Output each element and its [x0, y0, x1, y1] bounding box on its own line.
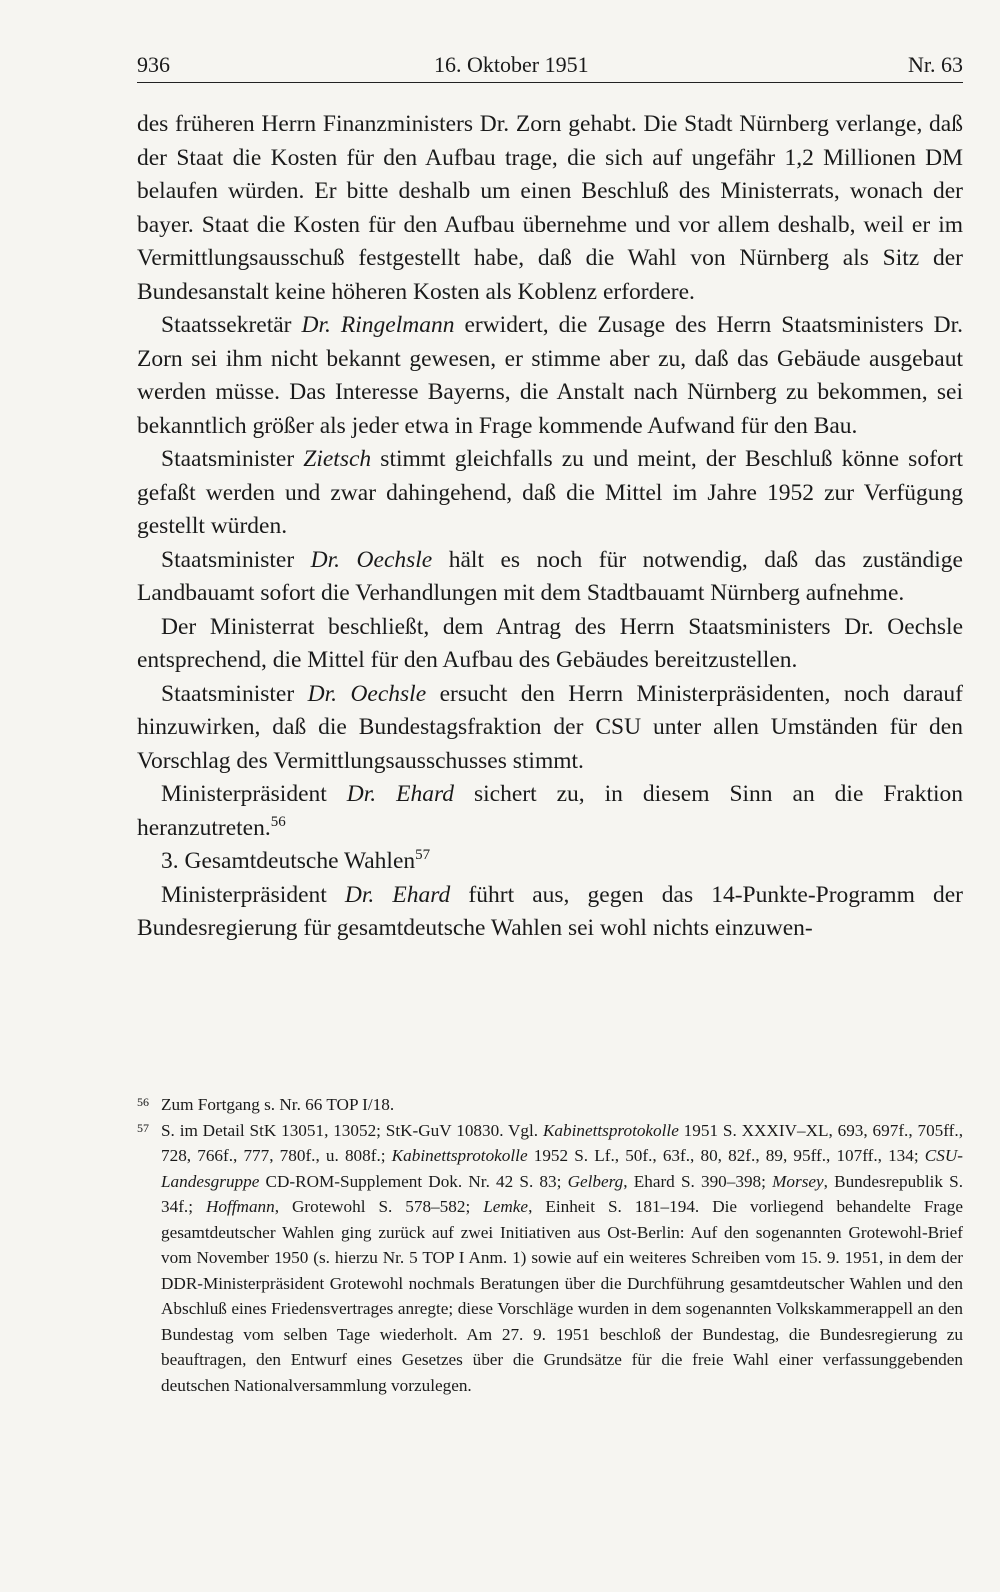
footnotes	[137, 1092, 963, 1398]
italic-span: Dr. Oechsle	[310, 546, 433, 573]
footnote	[137, 1118, 963, 1399]
footnote-number: 56	[137, 1095, 149, 1109]
italic-span: Dr. Oechsle	[307, 680, 427, 707]
italic-span: Dr. Ehard	[344, 881, 451, 908]
text-span: 1952 S. Lf., 50f., 63f., 80, 82f., 89, 95ff., 107ff., 134;	[527, 1146, 925, 1165]
text-span: , Ehard S. 390–398;	[623, 1171, 773, 1191]
body-text	[137, 108, 963, 946]
italic-span: Zietsch	[303, 446, 372, 472]
paragraph	[137, 845, 963, 879]
text-span: ersucht den Herrn Ministerpräsidenten, noch darauf hinzuwirken, daß die Bundestagsfraktion der CSU unter allen Umständen für den Vorschlag des Vermittlungsausschusses stimmt.	[137, 680, 963, 774]
paragraph	[137, 108, 963, 309]
italic-span: Kabinettsprotokolle	[542, 1120, 679, 1140]
text-span: hält es noch für notwendig, daß das zuständige Landbauamt sofort die Verhandlungen mit dem Stadtbauamt Nürnberg aufnehme.	[137, 546, 963, 606]
italic-span: Morsey	[772, 1171, 824, 1191]
text-span: stimmt gleichfalls zu und meint, der Beschluß könne sofort gefaßt werden und zwar dahingehend, daß die Mittel im Jahre 1952 zur Verfügung gestellt würden.	[137, 446, 963, 539]
italic-span: CSU-Landesgruppe	[161, 1146, 963, 1191]
text-span: , Grotewohl S. 578–582;	[274, 1197, 484, 1216]
header-rule	[137, 82, 963, 83]
text-span: 1951 S. XXXIV–XL, 693, 697f., 705ff., 728, 766f., 777, 780f., u. 808f.;	[161, 1120, 963, 1165]
text-span: , Einheit S. 181–194. Die vorliegend behandelte Frage gesamtdeutscher Wahlen ging zurück auf zwei Initiativen aus Ost-Berlin: Auf den sogenannten Grotewohl-Brief vom November 1950 (s. hierzu Nr. 5 TOP I Anm. 1) sowie auf ein weiteres Schreiben vom 15. 9. 1951, in dem der DDR-Ministerpräsident Grotewohl nochmals Beratungen über die Durchführung gesamtdeutscher Wahlen und den Abschluß eines Friedensvertrages anregte; diese Vorschläge wurden in dem sogenannten Volkskammerappell an den Bundestag vom selben Tage wiederholt. Am 27. 9. 1951 beschloß der Bundestag, die Bundesregierung zu beauftragen, den Entwurf eines Gesetzes über die Grundsätze für die freie Wahl einer verfassunggebenden deutschen Nationalversammlung vorzulegen.	[161, 1197, 964, 1395]
text-span: des früheren Herrn Finanzministers Dr. Zorn gehabt. Die Stadt Nürnberg verlange, daß der Staat die Kosten für den Aufbau trage, die sich auf ungefähr 1,2 Millionen DM belaufen würden. Er bitte deshalb um einen Beschluß des Ministerrats, wonach der bayer. Staat die Kosten für den Aufbau übernehme und vor allem deshalb, weil er im Vermittlungsausschuß festgestellt habe, daß die Wahl von Nürnberg als Sitz der Bundesanstalt keine höheren Kosten als Koblenz erfordere.	[137, 111, 963, 305]
italic-span: Dr. Ehard	[346, 781, 455, 807]
footnote-ref: 57	[415, 847, 431, 863]
text-span: Der Ministerrat beschließt, dem Antrag des Herrn Staatsministers Dr. Oechsle entsprechend, die Mittel für den Aufbau des Gebäudes bereitzustellen.	[137, 613, 963, 673]
footnote-number: 57	[137, 1120, 149, 1135]
header-date: 16. Oktober 1951	[434, 52, 589, 77]
italic-span: Kabinettsprotokolle	[391, 1146, 528, 1165]
italic-span: Hoffmann	[205, 1197, 275, 1216]
running-header	[137, 52, 963, 82]
text-span: Ministerpräsident	[161, 781, 347, 807]
paragraph	[137, 678, 963, 779]
footnote	[137, 1092, 963, 1118]
paragraph	[137, 611, 963, 678]
text-span: S. im Detail StK 13051, 13052; StK-GuV 10830. Vgl.	[161, 1120, 543, 1140]
italic-span: Lemke	[483, 1197, 529, 1216]
paragraph	[137, 443, 963, 544]
text-span: Zum Fortgang s. Nr. 66 TOP I/18.	[161, 1095, 395, 1114]
text-span: , Bundesrepublik S. 34f.;	[161, 1171, 964, 1216]
text-span: erwidert, die Zusage des Herrn Staatsministers Dr. Zorn sei ihm nicht bekannt gewesen, er stimme aber zu, daß das Gebäude ausgebaut werden müsse. Das Interesse Bayerns, die Anstalt nach Nürnberg zu bekommen, sei bekanntlich größer als jeder etwa in Frage kommende Aufwand für den Bau.	[137, 312, 963, 439]
italic-span: Dr. Ringelmann	[301, 312, 455, 338]
text-span: Staatsminister	[161, 680, 308, 707]
text-span: Staatssekretär	[161, 312, 302, 338]
text-span: Ministerpräsident	[161, 881, 345, 908]
italic-span: Gelberg	[567, 1171, 624, 1191]
text-span: CD-ROM-Supplement Dok. Nr. 42 S. 83;	[259, 1171, 568, 1191]
text-span: Staatsminister	[161, 446, 304, 472]
footnote-ref: 56	[270, 813, 286, 830]
document-number: Nr. 63	[908, 52, 963, 77]
text-span: sichert zu, in diesem Sinn an die Fraktion heranzutreten.	[137, 781, 964, 841]
paragraph	[137, 778, 963, 845]
text-span: 3. Gesamtdeutsche Wahlen	[161, 848, 416, 874]
text-span: Staatsminister	[161, 546, 311, 573]
paragraph	[137, 879, 963, 946]
text-span: führt aus, gegen das 14-Punkte-Programm der Bundesregierung für gesamtdeutsche Wahlen sei wohl nichts einzuwen-	[137, 881, 963, 941]
page-number: 936	[137, 52, 170, 77]
paragraph	[137, 309, 963, 443]
paragraph	[137, 544, 963, 611]
